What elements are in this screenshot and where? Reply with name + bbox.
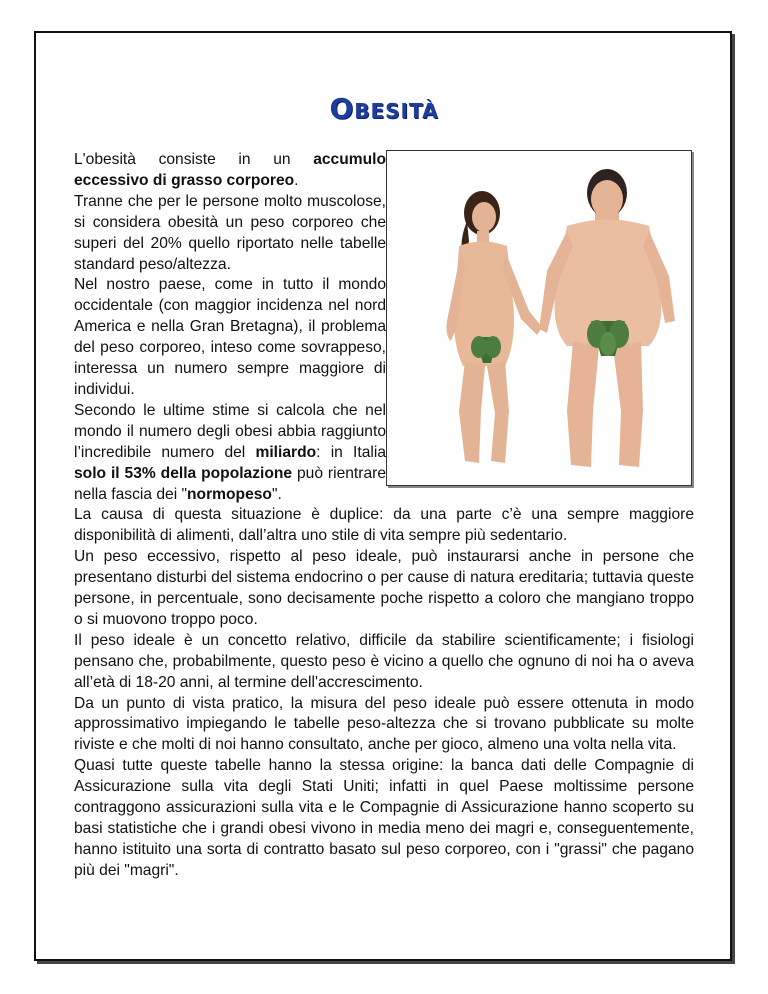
bold-text: accumulo eccessivo di grasso corporeo — [74, 151, 386, 189]
page-title: Obesità — [329, 92, 439, 125]
bold-text: solo il 53% della popolazione — [74, 464, 293, 482]
paragraph-excess-weight: Un peso eccessivo, rispetto al peso ideale, può instaurarsi anche in persone che presentano disturbi del sistema endocrino o per cause di natura ereditaria; tuttavia queste persone, in percentuale, sono decisamente poche rispetto a coloro che mangiano troppo o si muovono troppo poco. — [74, 548, 694, 628]
paragraph-muscle: Tranne che per le persone molto muscolose, si considera obesità un peso corporeo che superi del 20% quello riportato nelle tabelle standard peso/altezza. — [74, 192, 386, 273]
paragraph-causes: La causa di questa situazione è duplice: da una parte c’è una sempre maggiore disponibilità di alimenti, dall’altra uno stile di vita sempre più sedentario. — [74, 506, 694, 545]
text-run: Secondo le ultime stime si calcola che nel mondo il numero degli obesi abbia raggiunto l’incredibile numero del — [74, 401, 386, 461]
bold-text: miliardo — [255, 443, 317, 461]
paragraph-ideal-weight: Il peso ideale è un concetto relativo, difficile da stabilire scientificamente; i fisiologi pensano che, probabilmente, questo peso è vicino a quello che ognuno di noi ha o aveva all’età di 18-20 anni, al termine dell'accrescimento. — [74, 631, 694, 691]
article-body — [74, 150, 694, 882]
text-run: L'obesità consiste in un — [74, 151, 314, 168]
paragraph-statistics — [74, 401, 386, 506]
paragraph-insurance: Quasi tutte queste tabelle hanno la stessa origine: la banca dati delle Compagnie di Assicurazione sulla vita degli Stati Uniti; infatti in quel Paese moltissime persone contraggono assicurazioni sulla vita e le Compagnie di Assicurazione hanno scoperto su basi statistiche che i grandi obesi vivono in media meno dei magri e, conseguentemente, hanno istituito una sorta di contratto basato sul peso corporeo, con i "grassi" che pagano più dei "magri". — [74, 757, 694, 879]
text-run: può rientrare nella fascia dei " — [74, 464, 386, 503]
paragraph-tables: Da un punto di vista pratico, la misura del peso ideale può essere ottenuta in modo approssimativo impiegando le tabelle peso-altezza che si trovano pubblicate su molte riviste e che molti di noi hanno consultato, anche per gioco, almeno una volta nella vita. — [74, 694, 694, 754]
paragraph-definition — [74, 150, 386, 192]
bold-text: normopeso — [187, 485, 272, 503]
text-run: . — [294, 171, 299, 189]
paragraph-country: Nel nostro paese, come in tutto il mondo occidentale (con maggior incidenza nel nord America e nella Gran Bretagna), il problema del peso corporeo, inteso come sovrappeso, interessa un numero sempre maggiore di individui. — [74, 276, 386, 398]
text-run: : in Italia — [316, 443, 386, 461]
text-run: ". — [271, 485, 282, 503]
